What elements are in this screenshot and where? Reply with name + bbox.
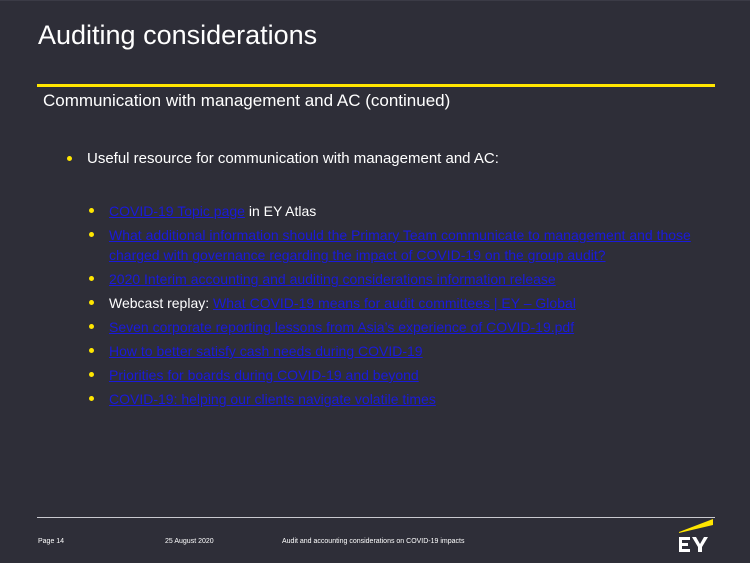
list-item (88, 341, 718, 361)
slide-title: Auditing considerations (38, 20, 318, 50)
bullet-dot-icon (89, 324, 94, 329)
ey-logo-icon (677, 517, 715, 555)
footer-date: 25 August 2020 (165, 538, 214, 545)
list-item (88, 365, 718, 385)
list-item (88, 225, 718, 265)
list-item (88, 201, 718, 221)
list-item-prefix: Webcast replay: (109, 295, 214, 311)
bullet-dot-icon (89, 372, 94, 377)
bullet-dot-icon (89, 208, 94, 213)
title-underline (37, 84, 715, 87)
footer-page-number: Page 14 (38, 538, 65, 545)
bullet-dot-icon (89, 276, 94, 281)
list-item (88, 317, 718, 337)
resource-list (88, 201, 718, 413)
link-interim-considerations[interactable]: 2020 Interim accounting and auditing considerations information release (109, 271, 556, 287)
bullet-dot-icon (89, 300, 94, 305)
top-border (0, 0, 750, 1)
link-reporting-lessons[interactable]: Seven corporate reporting lessons from Asia’s experience of COVID-19.pdf (109, 319, 575, 335)
list-item (88, 269, 718, 289)
bullet-dot-icon (89, 348, 94, 353)
link-primary-team-communication[interactable]: What additional information should the Primary Team communicate to management and those charged with governance regarding the impact of COVID-19 on the group audit? (109, 227, 691, 263)
list-item (88, 293, 718, 313)
link-webcast-replay[interactable]: What COVID-19 means for audit committees | EY – Global (213, 295, 576, 311)
bullet-dot-icon (89, 396, 94, 401)
link-cash-needs[interactable]: How to better satisfy cash needs during COVID-19 (109, 343, 423, 359)
bullet-dot-icon (89, 232, 94, 237)
bullet-dot-icon (67, 156, 72, 161)
link-board-priorities[interactable]: Priorities for boards during COVID-19 and beyond (109, 367, 419, 383)
main-bullet (64, 149, 724, 168)
slide-subtitle: Communication with management and AC (continued) (43, 91, 451, 110)
main-bullet-text: Useful resource for communication with management and AC: (87, 150, 499, 167)
list-item-suffix: in EY Atlas (244, 203, 317, 219)
footer-document-title: Audit and accounting considerations on COVID-19 impacts (282, 538, 465, 545)
link-volatile-times[interactable]: COVID-19: helping our clients navigate volatile times (109, 391, 436, 407)
link-covid-topic-page[interactable]: COVID-19 Topic page (109, 203, 245, 219)
footer-divider (37, 517, 715, 518)
list-item (88, 389, 718, 409)
